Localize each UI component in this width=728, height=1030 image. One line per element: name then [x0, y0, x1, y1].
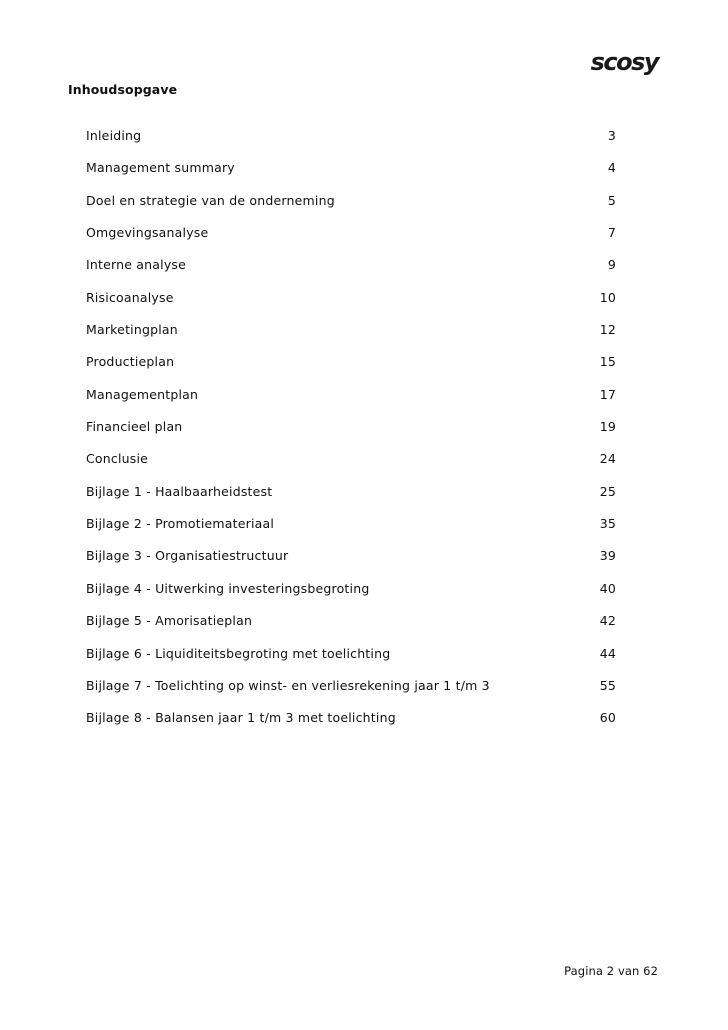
- toc-entry-page: 40: [599, 580, 616, 596]
- toc-entry-label: Doel en strategie van de onderneming: [86, 192, 335, 208]
- toc-entry-page: 7: [607, 225, 616, 241]
- toc-entry-bijlage-7: [86, 678, 616, 710]
- toc-entry-page: 35: [599, 516, 616, 532]
- toc-entry-label: Management summary: [86, 160, 235, 176]
- toc-entry-label: Conclusie: [86, 451, 149, 467]
- company-logo: scosy: [590, 48, 658, 76]
- toc-entry-label: Inleiding: [86, 128, 142, 143]
- toc-entry-page: 5: [607, 192, 616, 208]
- toc-entry-page: 3: [607, 128, 616, 143]
- toc-entry-financieel-plan: [86, 419, 616, 451]
- toc-entry-bijlage-2: [86, 516, 616, 548]
- toc-entry-productieplan: [86, 354, 616, 386]
- toc-entry-bijlage-3: [86, 548, 616, 580]
- toc-entry-bijlage-4: [86, 581, 616, 613]
- toc-entry-label: Bijlage 1 - Haalbaarheidstest: [86, 483, 273, 499]
- toc-entry-page: 60: [599, 710, 616, 726]
- toc-entry-page: 4: [607, 160, 616, 176]
- toc-entry-page: 55: [599, 677, 616, 693]
- toc-entry-page: 24: [599, 451, 616, 467]
- toc-entry-label: Risicoanalyse: [86, 289, 174, 305]
- toc-entry-label: Bijlage 5 - Amorisatieplan: [86, 613, 253, 629]
- toc-entry-bijlage-1: [86, 484, 616, 516]
- toc-entry-page: 44: [599, 645, 616, 661]
- toc-entry-page: 12: [599, 322, 616, 338]
- toc-entry-managementplan: [86, 387, 616, 419]
- toc-entry-risicoanalyse: [86, 290, 616, 322]
- toc-entry-inleiding: [86, 128, 616, 160]
- page-title: Inhoudsopgave: [68, 82, 178, 97]
- toc-entry-label: Managementplan: [86, 386, 199, 402]
- table-of-contents: [86, 128, 616, 743]
- toc-entry-label: Productieplan: [86, 354, 175, 370]
- toc-entry-label: Marketingplan: [86, 322, 178, 338]
- toc-entry-label: Bijlage 3 - Organisatiestructuur: [86, 548, 289, 564]
- toc-entry-label: Bijlage 2 - Promotiemateriaal: [86, 516, 275, 532]
- toc-entry-conclusie: [86, 451, 616, 483]
- toc-entry-bijlage-8: [86, 710, 616, 742]
- toc-entry-label: Omgevingsanalyse: [86, 225, 209, 241]
- toc-entry-omgevingsanalyse: [86, 225, 616, 257]
- toc-entry-label: Bijlage 6 - Liquiditeitsbegroting met toelichting: [86, 645, 391, 661]
- toc-entry-bijlage-6: [86, 646, 616, 678]
- toc-entry-label: Bijlage 8 - Balansen jaar 1 t/m 3 met toelichting: [86, 710, 396, 726]
- toc-entry-page: 9: [607, 257, 616, 273]
- toc-entry-page: 10: [599, 289, 616, 305]
- toc-entry-label: Financieel plan: [86, 419, 183, 435]
- toc-entry-page: 42: [599, 613, 616, 629]
- toc-entry-doel-en-strategie: [86, 193, 616, 225]
- toc-entry-management-summary: [86, 160, 616, 192]
- toc-entry-marketingplan: [86, 322, 616, 354]
- toc-entry-bijlage-5: [86, 613, 616, 645]
- toc-entry-page: 25: [599, 483, 616, 499]
- toc-entry-page: 15: [599, 354, 616, 370]
- toc-entry-page: 39: [599, 548, 616, 564]
- toc-entry-interne-analyse: [86, 257, 616, 289]
- page-number-footer: Pagina 2 van 62: [564, 964, 658, 978]
- toc-entry-label: Bijlage 4 - Uitwerking investeringsbegroting: [86, 580, 370, 596]
- toc-entry-page: 17: [599, 386, 616, 402]
- toc-entry-label: Bijlage 7 - Toelichting op winst- en verliesrekening jaar 1 t/m 3: [86, 677, 490, 693]
- toc-entry-page: 19: [599, 419, 616, 435]
- toc-entry-label: Interne analyse: [86, 257, 187, 273]
